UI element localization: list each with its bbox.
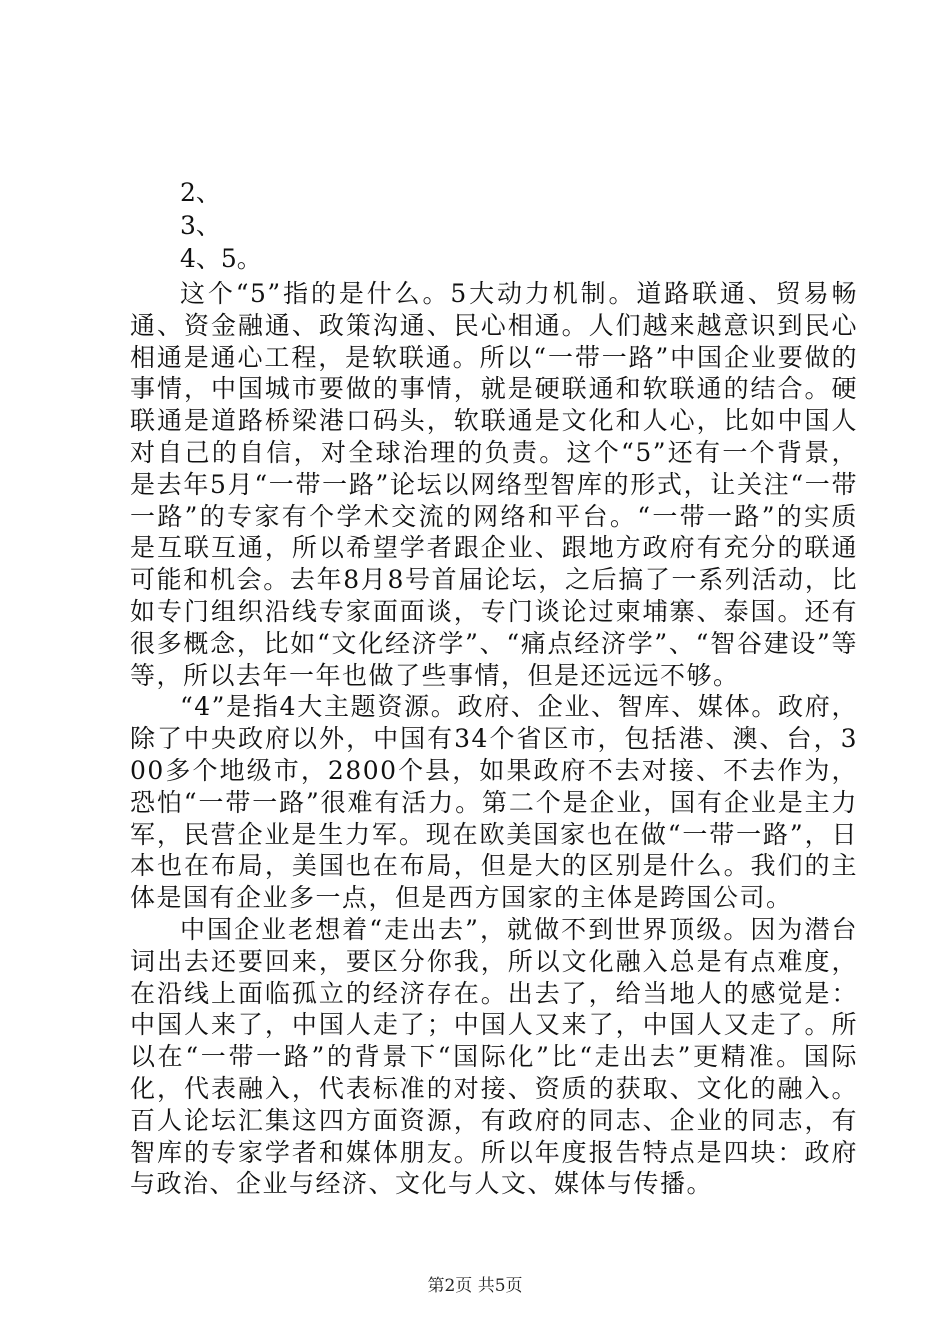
numbered-list [180, 176, 858, 275]
paragraph: 中国企业老想着“走出去”，就做不到世界顶级。因为潜台词出去还要回来，要区分你我，所以文化融入总是有点难度，在沿线上面临孤立的经济存在。出去了，给当地人的感觉是：中国人来了，中国人走了；中国人又来了，中国人又走了。所以在“一带一路”的背景下“国际化”比“走出去”更精准。国际化，代表融入，代表标准的对接、资质的获取、文化的融入。百人论坛汇集这四方面资源，有政府的同志、企业的同志，有智库的专家学者和媒体朋友。所以年度报告特点是四块：政府与政治、企业与经济、文化与人文、媒体与传播。 [130, 914, 858, 1199]
list-item: 3、 [180, 211, 221, 240]
page-footer: 第2页 共5页 [427, 1276, 523, 1296]
paragraph: 这个“5”指的是什么。5大动力机制。道路联通、贸易畅通、资金融通、政策沟通、民心相通。人们越来越意识到民心相通是通心工程，是软联通。所以“一带一路”中国企业要做的事情，中国城市要做的事情，就是硬联通和软联通的结合。硬联通是道路桥梁港口码头，软联通是文化和人心，比如中国人对自己的自信，对全球治理的负责。这个“5”还有一个背景，是去年5月“一带一路”论坛以网络型智库的形式，让关注“一带一路”的专家有个学术交流的网络和平台。“一带一路”的实质是互联互通，所以希望学者跟企业、跟地方政府有充分的联通可能和机会。去年8月8号首届论坛，之后搞了一系列活动，比如专门组织沿线专家面面谈，专门谈论过柬埔寨、泰国。还有很多概念，比如“文化经济学”、“痛点经济学”、“智谷建设”等等，所以去年一年也做了些事情，但是还远远不够。 [130, 279, 858, 690]
paragraph: “4”是指4大主题资源。政府、企业、智库、媒体。政府，除了中央政府以外，中国有34个省区市，包括港、澳、台，300多个地级市，2800个县，如果政府不去对接、不去作为，恐怕“一带一路”很难有活力。第二个是企业，国有企业是主力军，民营企业是生力军。现在欧美国家也在做“一带一路”，日本也在布局，美国也在布局，但是大的区别是什么。我们的主体是国有企业多一点，但是西方国家的主体是跨国公司。 [130, 692, 858, 913]
body-text [130, 278, 858, 1200]
list-item: 2、 [180, 178, 221, 207]
list-item: 4、5。 [180, 244, 262, 273]
